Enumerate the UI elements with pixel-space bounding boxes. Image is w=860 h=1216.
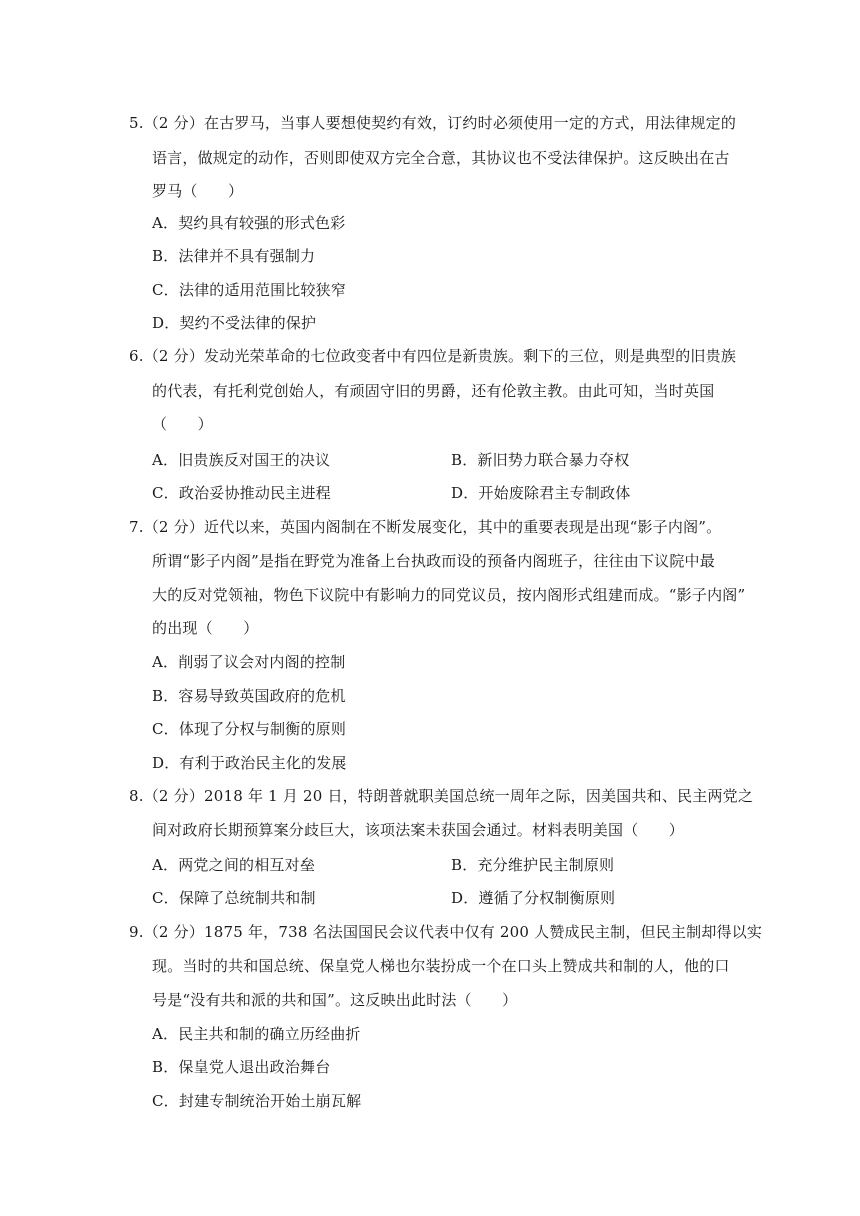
option-c: C．封建专制统治开始土崩瓦解 (152, 1092, 362, 1110)
option-d: D．开始废除君主专制政体 (451, 484, 631, 502)
question-stem-line: 大的反对党领袖，物色下议院中有影响力的同党议员，按内阁形式组建而成。“影子内阁” (152, 586, 746, 604)
question-stem-line: 的出现（ ） (152, 619, 259, 637)
option-a: A．削弱了议会对内阁的控制 (152, 653, 346, 671)
question-stem-line: 语言，做规定的动作，否则即使双方完全合意，其协议也不受法律保护。这反映出在古 (152, 149, 730, 167)
question-stem-line: （ ） (152, 415, 213, 433)
option-a: A．两党之间的相互对垒 (152, 856, 316, 874)
option-a: A．民主共和制的确立历经曲折 (152, 1025, 361, 1043)
question-stem-line: 5.（2 分）在古罗马，当事人要想使契约有效，订约时必须使用一定的方式，用法律规定的 (129, 114, 737, 132)
option-c: C．政治妥协推动民主进程 (152, 484, 331, 502)
question-stem-line: 的代表，有托利党创始人，有顽固守旧的男爵，还有伦敦主教。由此可知，当时英国 (152, 382, 715, 400)
question-stem-line: 9.（2 分）1875 年，738 名法国国民会议代表中仅有 200 人赞成民主制，但民主制却得以实 (129, 923, 763, 941)
option-b: B．法律并不具有强制力 (152, 247, 316, 265)
question-stem-line: 6.（2 分）发动光荣革命的七位政变者中有四位是新贵族。剩下的三位，则是典型的旧贵族 (129, 347, 737, 365)
question-stem-line: 8.（2 分）2018 年 1 月 20 日，特朗普就职美国总统一周年之际，因美国共和、民主两党之 (129, 787, 754, 805)
option-d: D．遵循了分权制衡原则 (451, 889, 616, 907)
question-stem-line: 所谓“影子内阁”是指在野党为准备上台执政而设的预备内阁班子，往往由下议院中最 (152, 552, 715, 570)
option-b: B．保皇党人退出政治舞台 (152, 1058, 331, 1076)
question-stem-line: 现。当时的共和国总统、保皇党人梯也尔装扮成一个在口头上赞成共和制的人，他的口 (152, 957, 730, 975)
question-stem-line: 7.（2 分）近代以来，英国内阁制在不断发展变化，其中的重要表现是出现“影子内阁”。 (129, 518, 722, 536)
option-d: D．有利于政治民主化的发展 (152, 754, 347, 772)
option-a: A．契约具有较强的形式色彩 (152, 214, 346, 232)
option-b: B．容易导致英国政府的危机 (152, 687, 346, 705)
question-stem-line: 间对政府长期预算案分歧巨大，该项法案未获国会通过。材料表明美国（ ） (152, 821, 685, 839)
option-b: B．新旧势力联合暴力夺权 (451, 451, 630, 469)
option-c: C．保障了总统制共和制 (152, 889, 316, 907)
question-stem-line: 罗马（ ） (152, 182, 244, 200)
option-d: D．契约不受法律的保护 (152, 314, 317, 332)
option-b: B．充分维护民主制原则 (451, 856, 615, 874)
option-c: C．法律的适用范围比较狭窄 (152, 281, 347, 299)
question-stem-line: 号是“没有共和派的共和国”。这反映出此时法（ ） (152, 991, 518, 1009)
option-c: C．体现了分权与制衡的原则 (152, 720, 347, 738)
option-a: A．旧贵族反对国王的决议 (152, 451, 331, 469)
